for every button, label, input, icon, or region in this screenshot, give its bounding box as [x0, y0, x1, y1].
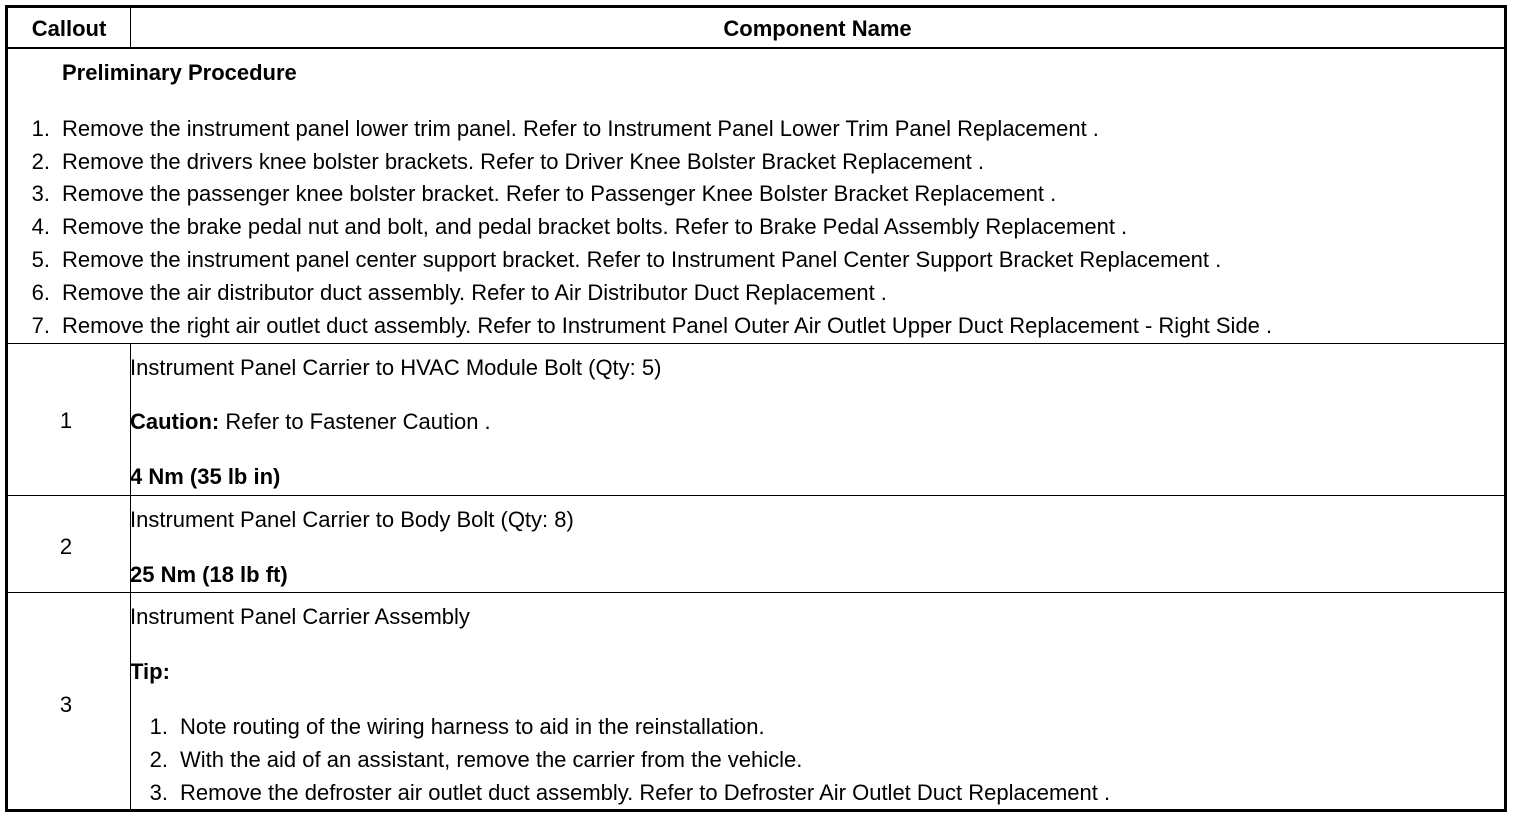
torque-spec: 4 Nm (35 lb in) [130, 464, 281, 489]
header-component-name: Component Name [723, 16, 912, 41]
step-number: 6. [31, 280, 50, 305]
procedure-table [5, 5, 1507, 812]
tip-label: Tip: [130, 659, 170, 684]
step-text: Remove the instrument panel center support bracket. Refer to Instrument Panel Center Support Bracket Replacement . [62, 247, 1222, 272]
caution-text: Refer to Fastener Caution . [219, 409, 491, 434]
step-text: Remove the instrument panel lower trim panel. Refer to Instrument Panel Lower Trim Panel Replacement . [62, 116, 1099, 141]
callout-number: 2 [59, 534, 73, 559]
component-name: Instrument Panel Carrier to HVAC Module Bolt (Qty: 5) [130, 355, 662, 380]
caution-note [130, 409, 491, 435]
callout-number: 1 [59, 408, 73, 433]
caution-label: Caution: [130, 409, 220, 434]
step-text: Remove the right air outlet duct assembly. Refer to Instrument Panel Outer Air Outlet Upper Duct Replacement - Right Side . [62, 313, 1273, 338]
component-name: Instrument Panel Carrier Assembly [130, 604, 470, 629]
step-number: 3. [31, 181, 50, 206]
tip-number: 2. [149, 747, 168, 772]
header-callout: Callout [31, 16, 107, 41]
tip-text: With the aid of an assistant, remove the carrier from the vehicle. [180, 747, 803, 772]
step-text: Remove the brake pedal nut and bolt, and pedal bracket bolts. Refer to Brake Pedal Assembly Replacement . [62, 214, 1128, 239]
tip-text: Remove the defroster air outlet duct assembly. Refer to Defroster Air Outlet Duct Replacement . [180, 780, 1111, 805]
preliminary-divider [8, 343, 1504, 344]
step-text: Remove the passenger knee bolster bracket. Refer to Passenger Knee Bolster Bracket Replacement . [62, 181, 1057, 206]
tip-number: 3. [149, 780, 168, 805]
tip-text: Note routing of the wiring harness to aid in the reinstallation. [180, 714, 765, 739]
row-1-divider [8, 495, 1504, 496]
step-number: 7. [31, 313, 50, 338]
step-text: Remove the air distributor duct assembly. Refer to Air Distributor Duct Replacement . [62, 280, 887, 305]
step-number: 5. [31, 247, 50, 272]
callout-number: 3 [59, 692, 73, 717]
step-number: 2. [31, 149, 50, 174]
step-number: 4. [31, 214, 50, 239]
preliminary-title: Preliminary Procedure [62, 60, 297, 85]
step-number: 1. [31, 116, 50, 141]
component-name: Instrument Panel Carrier to Body Bolt (Qty: 8) [130, 507, 574, 532]
header-divider [8, 47, 1504, 49]
step-text: Remove the drivers knee bolster brackets. Refer to Driver Knee Bolster Bracket Replacement . [62, 149, 984, 174]
row-2-divider [8, 592, 1504, 593]
tip-number: 1. [149, 714, 168, 739]
torque-spec: 25 Nm (18 lb ft) [130, 562, 288, 587]
